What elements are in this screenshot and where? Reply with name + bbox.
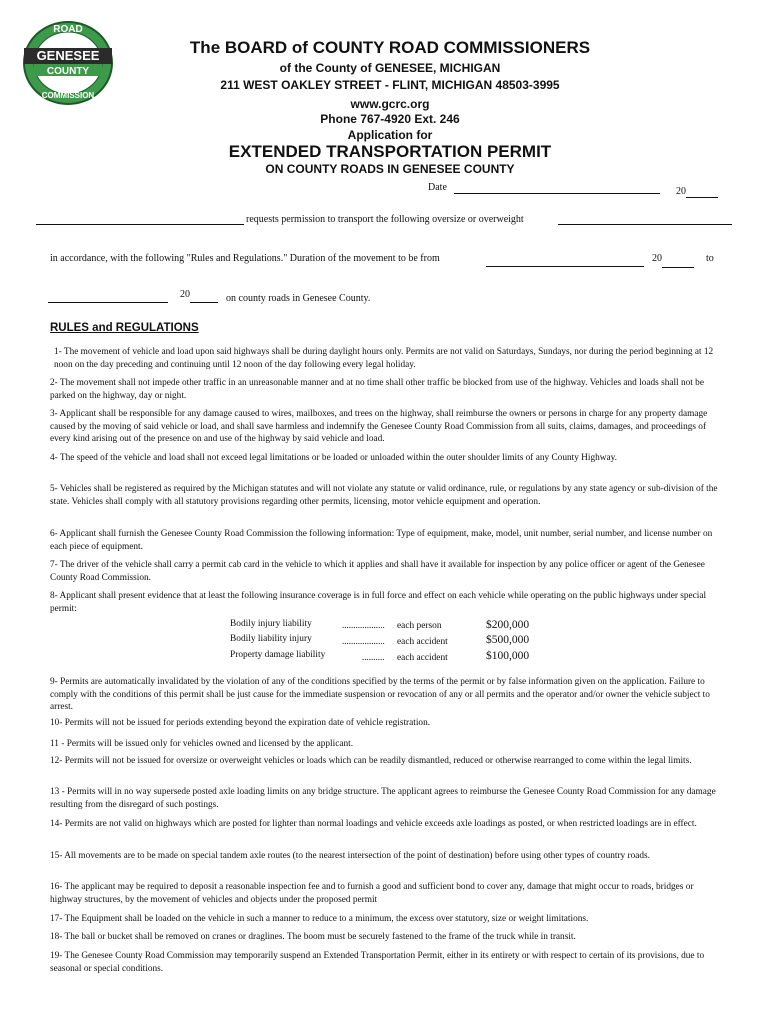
accordance-text: in accordance, with the following "Rules and Regulations." Duration of the movement to be from bbox=[50, 253, 440, 264]
rule-12: 12- Permits will not be issued for oversize or overweight vehicles or loads which can be readily dismantled, reduced or otherwise rearranged to come within the legal limits. bbox=[50, 756, 692, 766]
applicant-name-field[interactable] bbox=[36, 224, 244, 225]
rule-13: 13 - Permits will in no way supersede posted axle loading limits on any bridge structure. The applicant agrees to reimburse the Genesee County Road Commission for any damage resulting from the disregard of such postings. bbox=[50, 787, 716, 810]
insurance-basis: each accident bbox=[397, 637, 448, 647]
rule-5: 5- Vehicles shall be registered as required by the Michigan statutes and will not violate any statute or valid ordinance, rule, or regulations by any state agency or sub-division of the state. Vehicles shall comply with all statutory provisions regarding other permits, licensing, motor vehicle equipment and operation. bbox=[50, 484, 718, 507]
logo-text-road: ROAD bbox=[53, 24, 83, 35]
insurance-dots: .......... bbox=[362, 652, 385, 662]
county-subtitle: of the County of GENESEE, MICHIGAN bbox=[279, 61, 501, 75]
logo-text-county: COUNTY bbox=[46, 66, 90, 77]
rule-17: 17- The Equipment shall be loaded on the vehicle in such a manner to reduce to a minimum, the excess over statutory, size or weight limitations. bbox=[50, 914, 589, 924]
date-label: Date bbox=[428, 182, 447, 193]
insurance-type: Bodily injury liability bbox=[230, 619, 312, 629]
rule-3: 3- Applicant shall be responsible for any damage caused to wires, mailboxes, and trees on the highway, shall reimburse the owners or persons in charge for any property damage caused by the moving of said vehicle or load, and shall save harmless and indemnify the Genesee County Road Commission from all suits, claims, damages, and proceedings of every kind arising out of the presence on and use of the highway by said vehicle and load. bbox=[50, 409, 708, 445]
insurance-basis: each accident bbox=[397, 653, 448, 663]
rule-6: 6- Applicant shall furnish the Genesee County Road Commission the following information: Type of equipment, make, model, unit number, serial number, and license number on each piece of equipment. bbox=[50, 529, 713, 552]
to-date-field[interactable] bbox=[48, 302, 168, 303]
rule-8: 8- Applicant shall present evidence that at least the following insurance coverage is in full force and effect on each vehicle while operating on the public highways under special permit: bbox=[50, 591, 707, 614]
insurance-basis: each person bbox=[397, 621, 442, 631]
rule-10: 10- Permits will not be issued for periods extending beyond the expiration date of vehicle registration. bbox=[50, 718, 431, 728]
rule-11: 11 - Permits will be issued only for vehicles owned and licensed by the applicant. bbox=[50, 739, 354, 749]
rule-18: 18- The ball or bucket shall be removed on cranes or draglines. The boom must be securely fastened to the frame of the truck while in transit. bbox=[50, 932, 576, 942]
board-title: The BOARD of COUNTY ROAD COMMISSIONERS bbox=[189, 38, 591, 57]
year-prefix-1: 20 bbox=[676, 186, 686, 197]
insurance-dots: ................... bbox=[342, 620, 385, 630]
application-for: Application for bbox=[347, 128, 433, 142]
rule-4: 4- The speed of the vehicle and load shall not exceed legal limitations or be loaded or unloaded within the outer shoulder limits of any County Highway. bbox=[50, 453, 617, 463]
insurance-amount: $100,000 bbox=[486, 650, 530, 662]
permit-subtitle: ON COUNTY ROADS IN GENESEE COUNTY bbox=[265, 162, 515, 176]
year-field-1[interactable] bbox=[686, 197, 718, 198]
phone: Phone 767-4920 Ext. 246 bbox=[320, 112, 460, 126]
rule-19: 19- The Genesee County Road Commission may temporarily suspend an Extended Transportation Permit, either in its entirety or with respect to certain of its provisions, due to seasonal or special conditions. bbox=[50, 951, 705, 974]
date-field[interactable] bbox=[454, 193, 660, 194]
insurance-type: Property damage liability bbox=[230, 650, 326, 660]
insurance-amount: $500,000 bbox=[486, 634, 530, 646]
rule-15: 15- All movements are to be made on special tandem axle routes (to the nearest intersection of the point of destination) before using other types of country roads. bbox=[50, 851, 650, 861]
website: www.gcrc.org bbox=[350, 97, 430, 111]
rule-9: 9- Permits are automatically invalidated by the violation of any of the conditions specified by the terms of the permit or by false information given on the application. Failure to comply with the conditions of this permit shall be just cause for the immediate suspension or revocation of any or all permits and the operator and/or owner the vehicle subject to arrest. bbox=[50, 677, 710, 713]
to-label: to bbox=[706, 253, 714, 264]
from-date-field[interactable] bbox=[486, 266, 644, 267]
insurance-type: Bodily liability injury bbox=[230, 634, 312, 644]
insurance-dots: ................... bbox=[342, 636, 385, 646]
address: 211 WEST OAKLEY STREET - FLINT, MICHIGAN 48503-3995 bbox=[220, 78, 560, 92]
logo-text-commission: COMMISSION bbox=[41, 91, 95, 100]
year-prefix-3: 20 bbox=[180, 289, 190, 300]
logo-text-genesee: GENESEE bbox=[36, 48, 100, 63]
rules-heading: RULES and REGULATIONS bbox=[50, 322, 199, 334]
rule-7: 7- The driver of the vehicle shall carry a permit cab card in the vehicle to which it applies and shall have it available for inspection by any police officer or agent of the Genesee County Road Commission. bbox=[50, 560, 705, 583]
insurance-amount: $200,000 bbox=[486, 619, 530, 631]
permit-title: EXTENDED TRANSPORTATION PERMIT bbox=[228, 142, 552, 161]
year-field-2[interactable] bbox=[662, 267, 694, 268]
rule-1: 1- The movement of vehicle and load upon said highways shall be during daylight hours only. Permits are not valid on Saturdays, Sundays, nor during the period beginning at 12 noon on the day preceding and continuing until 12 noon of the day following every legal holiday. bbox=[54, 347, 714, 370]
requests-text: requests permission to transport the following oversize or overweight bbox=[246, 214, 524, 225]
on-roads-text: on county roads in Genesee County. bbox=[226, 293, 371, 304]
road-commission-logo bbox=[20, 18, 116, 108]
year-prefix-2: 20 bbox=[652, 253, 662, 264]
load-description-field[interactable] bbox=[558, 224, 732, 225]
rule-16: 16- The applicant may be required to deposit a reasonable inspection fee and to furnish a good and sufficient bond to cover any, damage that might occur to roads, bridges or highway structures, by the movement of vehicles and objects under the proposed permit bbox=[50, 882, 694, 905]
rule-14: 14- Permits are not valid on highways which are posted for lighter than normal loadings and vehicle exceeds axle loadings as posted, or when restricted loadings are in effect. bbox=[50, 819, 697, 829]
rule-2: 2- The movement shall not impede other traffic in an unreasonable manner and at no time shall other traffic be blocked from use of the highway. Vehicles and loads shall not be parked on the highway, day or night. bbox=[50, 378, 704, 401]
year-field-3[interactable] bbox=[190, 302, 218, 303]
